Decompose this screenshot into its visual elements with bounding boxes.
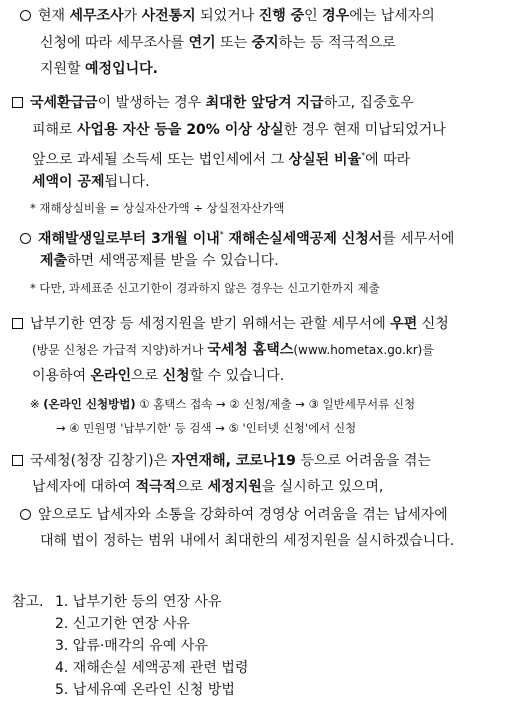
reference-item: 2. 신고기한 연장 사유 [55,616,190,632]
para-line: 이용하여 온라인으로 신청할 수 있습니다. [32,368,285,384]
reference-item: 5. 납세유예 온라인 신청 방법 [55,682,235,698]
circle-bullet-icon [20,509,31,520]
circle-bullet-icon [20,10,31,21]
para-line: 피해로 사업용 자산 등을 20% 이상 상실한 경우 현재 미납되었거나 [32,122,446,138]
reference-item: 4. 재해손실 세액공제 관련 법령 [55,660,249,676]
para-line: (방문 신청은 가급적 지양)하거나 국세청 홈택스(www.hometax.go.kr)를 [32,342,434,358]
square-bullet-icon [12,455,23,466]
howto-line: ※ (온라인 신청방법) ① 홈택스 접속 → ② 신청/제출 → ③ 일반세무서류 신청 [30,397,416,411]
footnote-deadline: * 다만, 과세표준 신고기한이 경과하지 않은 경우는 신고기한까지 제출 [30,281,380,295]
para-line: 국세환급금이 발생하는 경우 최대한 앞당겨 지급하고, 집중호우 [12,93,414,113]
para-line: 세액이 공제됩니다. [32,174,150,190]
para-line: 납세자에 대하여 적극적으로 세정지원을 실시하고 있으며, [32,479,384,495]
howto-line: → ④ 민원명 '납부기한' 등 검색 → ⑤ '인터넷 신청'에서 신청 [56,421,357,435]
square-bullet-icon [12,318,23,329]
para-line: 재해발생일로부터 3개월 이내* 재해손실세액공제 신청서를 세무서에 [20,225,454,249]
para-line: 앞으로도 납세자와 소통을 강화하여 경영상 어려움을 겪는 납세자에 [20,505,448,525]
para-line: 대해 법이 정하는 범위 내에서 최대한의 세정지원을 실시하겠습니다. [40,533,455,549]
para-line: 현재 세무조사가 사전통지 되었거나 진행 중인 경우에는 납세자의 [20,6,435,26]
references-label: 참고. [12,594,44,610]
para-line: 제출하면 세액공제를 받을 수 있습니다. [40,253,279,269]
para-line: 납부기한 연장 등 세정지원을 받기 위해서는 관할 세무서에 우편 신청 [12,314,449,334]
footnote-loss-ratio: * 재해상실비율 = 상실자산가액 ÷ 상실전자산가액 [30,201,285,215]
square-bullet-icon [12,97,23,108]
reference-item: 3. 압류·매각의 유예 사유 [55,638,208,654]
para-line: 지원할 예정입니다. [40,61,158,77]
para-line: 국세청(청장 김창기)은 자연재해, 코로나19 등으로 어려움을 겪는 [12,451,431,471]
circle-bullet-icon [20,233,31,244]
para-line: 앞으로 과세될 소득세 또는 법인세에서 그 상실된 비율*에 따라 [32,151,411,168]
para-line: 신청에 따라 세무조사를 연기 또는 중지하는 등 적극적으로 [40,35,396,51]
reference-item: 1. 납부기한 등의 연장 사유 [55,594,222,610]
